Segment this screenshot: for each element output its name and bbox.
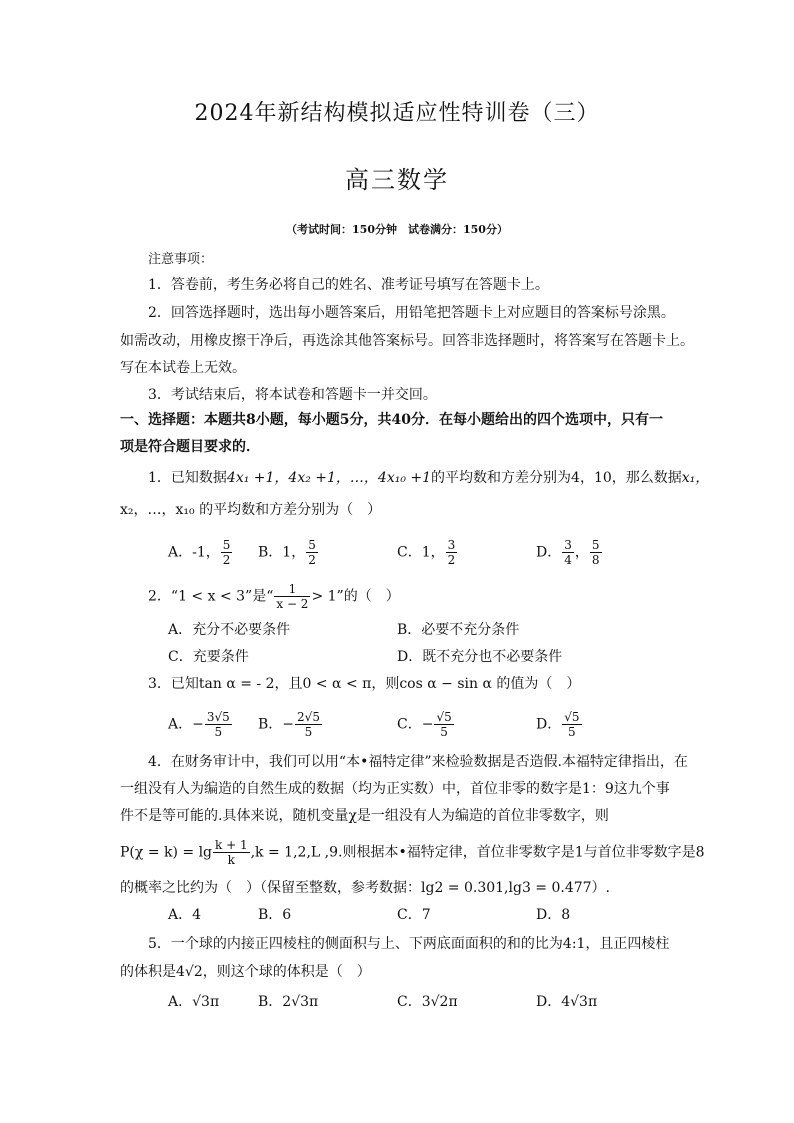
q4-option-c: C．7 <box>397 907 431 923</box>
q1-option-c <box>397 538 458 567</box>
section-heading-line-1: 一、选择题：本题共8小题，每小题5分，共40分．在每小题给出的四个选项中，只有一 <box>120 412 663 428</box>
q1-x1: x₁， <box>681 470 710 486</box>
q2-option-b: B．必要不充分条件 <box>397 622 520 638</box>
q2-option-a: A．充分不必要条件 <box>168 622 291 638</box>
notice-item-3: 3．考试结束后，将本试卷和答题卡一并交回。 <box>148 387 437 403</box>
q3-option-d-label: D． <box>536 716 562 733</box>
q3-option-b-label: B．− <box>258 716 295 733</box>
q1-option-d-fraction-1 <box>562 538 574 567</box>
q1-option-a-fraction <box>221 538 233 567</box>
q2-text-b: > 1”的（ ） <box>311 588 400 605</box>
frac-num: 3√5 <box>206 710 230 724</box>
frac-den: 4 <box>564 553 572 567</box>
separator: ， <box>574 544 589 561</box>
q5-option-a: A．√3π <box>168 994 220 1010</box>
q3-option-d <box>536 710 583 739</box>
q3-option-a-fraction <box>205 710 232 739</box>
frac-den: 2 <box>447 553 456 567</box>
q2-option-c: C．充要条件 <box>168 649 249 665</box>
q1-option-d <box>536 538 603 567</box>
question-4-line-5: 的概率之比约为（ ）（保留至整数，参考数据：lg2 = 0.301,lg3 = 0.477）. <box>120 880 611 896</box>
question-5-line-2: 的体积是4√2，则这个球的体积是（ ） <box>120 964 371 980</box>
exam-info: （考试时间：150分钟 试卷满分：150分） <box>286 223 508 236</box>
question-2-stem <box>148 582 400 611</box>
frac-num: k + 1 <box>215 838 248 852</box>
frac-den: 8 <box>591 553 600 567</box>
question-1-line-1 <box>148 468 709 488</box>
q1-option-c-fraction <box>446 538 458 567</box>
question-3-stem: 3．已知tan α = - 2，且0 < α < π，则cos α − sin α 的值为（ ） <box>148 676 581 692</box>
page-title: 2024年新结构模拟适应性特训卷（三） <box>194 101 600 126</box>
q4-fraction <box>213 838 250 867</box>
frac-num: 5 <box>308 538 316 552</box>
q4-option-b: B．6 <box>258 907 292 923</box>
frac-num: 3 <box>564 538 572 552</box>
question-4-line-1: 4．在财务审计中，我们可以用“本•福特定律”来检验数据是否造假.本福特定律指出，在 <box>148 754 688 770</box>
question-1-line-2: x₂，…，x₁₀ 的平均数和方差分别为（ ） <box>120 502 382 518</box>
q5-option-d: D．4√3π <box>536 994 598 1010</box>
notice-item-1: 1．答卷前，考生务必将自己的姓名、准考证号填写在答题卡上。 <box>148 277 549 293</box>
q2-text-a: 2．“1 < x < 3”是“ <box>148 588 274 605</box>
q2-option-d: D．既不充分也不必要条件 <box>397 649 563 665</box>
q3-option-b <box>258 710 323 739</box>
q1-option-b-label: B．1， <box>258 544 306 561</box>
q3-option-a <box>168 710 233 739</box>
frac-den: 5 <box>440 725 448 739</box>
page-subtitle: 高三数学 <box>345 166 449 194</box>
notice-heading: 注意事项： <box>148 252 214 267</box>
q2-fraction <box>274 582 310 611</box>
frac-den: 2 <box>308 553 316 567</box>
frac-num: √5 <box>436 710 452 724</box>
q1-option-c-label: C．1， <box>397 544 445 561</box>
section-heading-line-2: 项是符合题目要求的． <box>120 439 260 455</box>
q1-expr: 4x₁ +1，4x₂ +1，…，4x₁₀ +1 <box>226 470 432 486</box>
frac-den: 5 <box>568 725 576 739</box>
q4-option-d: D．8 <box>536 907 571 923</box>
q4-option-a: A．4 <box>168 907 202 923</box>
q1-option-b <box>258 538 319 567</box>
q3-option-b-fraction <box>295 710 322 739</box>
frac-den: 2 <box>222 553 231 567</box>
frac-den: 5 <box>214 725 223 739</box>
notice-item-2-line-3: 写在本试卷上无效。 <box>120 360 246 376</box>
notice-item-2-line-2: 如需改动，用橡皮擦干净后，再选涂其他答案标号。回答非选择题时，将答案写在答题卡上。 <box>120 333 694 349</box>
q5-option-c: C．3√2π <box>397 994 458 1010</box>
frac-num: 1 <box>274 582 310 597</box>
frac-den: k <box>227 853 235 867</box>
q1-text-c: 的平均数和方差分别为4，10，那么数据 <box>431 470 682 486</box>
q4-text-b: ,k = 1,2,L ,9.则根据本•福特定律，首位非零数字是1与首位非零数字是8 <box>250 844 705 861</box>
frac-num: 3 <box>447 538 456 552</box>
question-4-line-2: 一组没有人为编造的自然生成的数据（均为正实数）中，首位非零的数字是1：9这九个事 <box>120 781 670 797</box>
q1-text-a: 1．已知数据 <box>148 470 227 486</box>
q1-option-a-label: A．-1， <box>168 544 220 561</box>
q3-option-c-label: C．− <box>397 716 434 733</box>
q5-option-b: B．2√3π <box>258 994 319 1010</box>
q1-option-b-fraction <box>306 538 318 567</box>
q3-option-d-fraction <box>562 710 581 739</box>
q1-option-d-fraction-2 <box>590 538 602 567</box>
frac-num: 5 <box>591 538 600 552</box>
q3-option-c-fraction <box>434 710 453 739</box>
frac-num: √5 <box>564 710 580 724</box>
q1-option-a <box>168 538 233 567</box>
q1-option-d-label: D． <box>536 544 562 561</box>
q4-prob-expr: P(χ = k) = lg <box>120 844 213 861</box>
frac-den: 5 <box>304 725 313 739</box>
frac-den: x − 2 <box>276 597 309 611</box>
frac-num: 2√5 <box>297 710 320 724</box>
q3-option-a-label: A．− <box>168 716 204 733</box>
q3-option-c <box>397 710 455 739</box>
question-4-line-4 <box>120 838 705 867</box>
frac-num: 5 <box>222 538 231 552</box>
notice-item-2-line-1: 2．回答选择题时，选出每小题答案后，用铅笔把答题卡上对应题目的答案标号涂黑。 <box>148 305 675 321</box>
question-5-line-1: 5．一个球的内接正四棱柱的侧面积与上、下两底面面积的和的比为4:1，且正四棱柱 <box>148 936 670 952</box>
question-4-line-3: 件不是等可能的.具体来说，随机变量χ是一组没有人为编造的首位非零数字，则 <box>120 808 609 824</box>
